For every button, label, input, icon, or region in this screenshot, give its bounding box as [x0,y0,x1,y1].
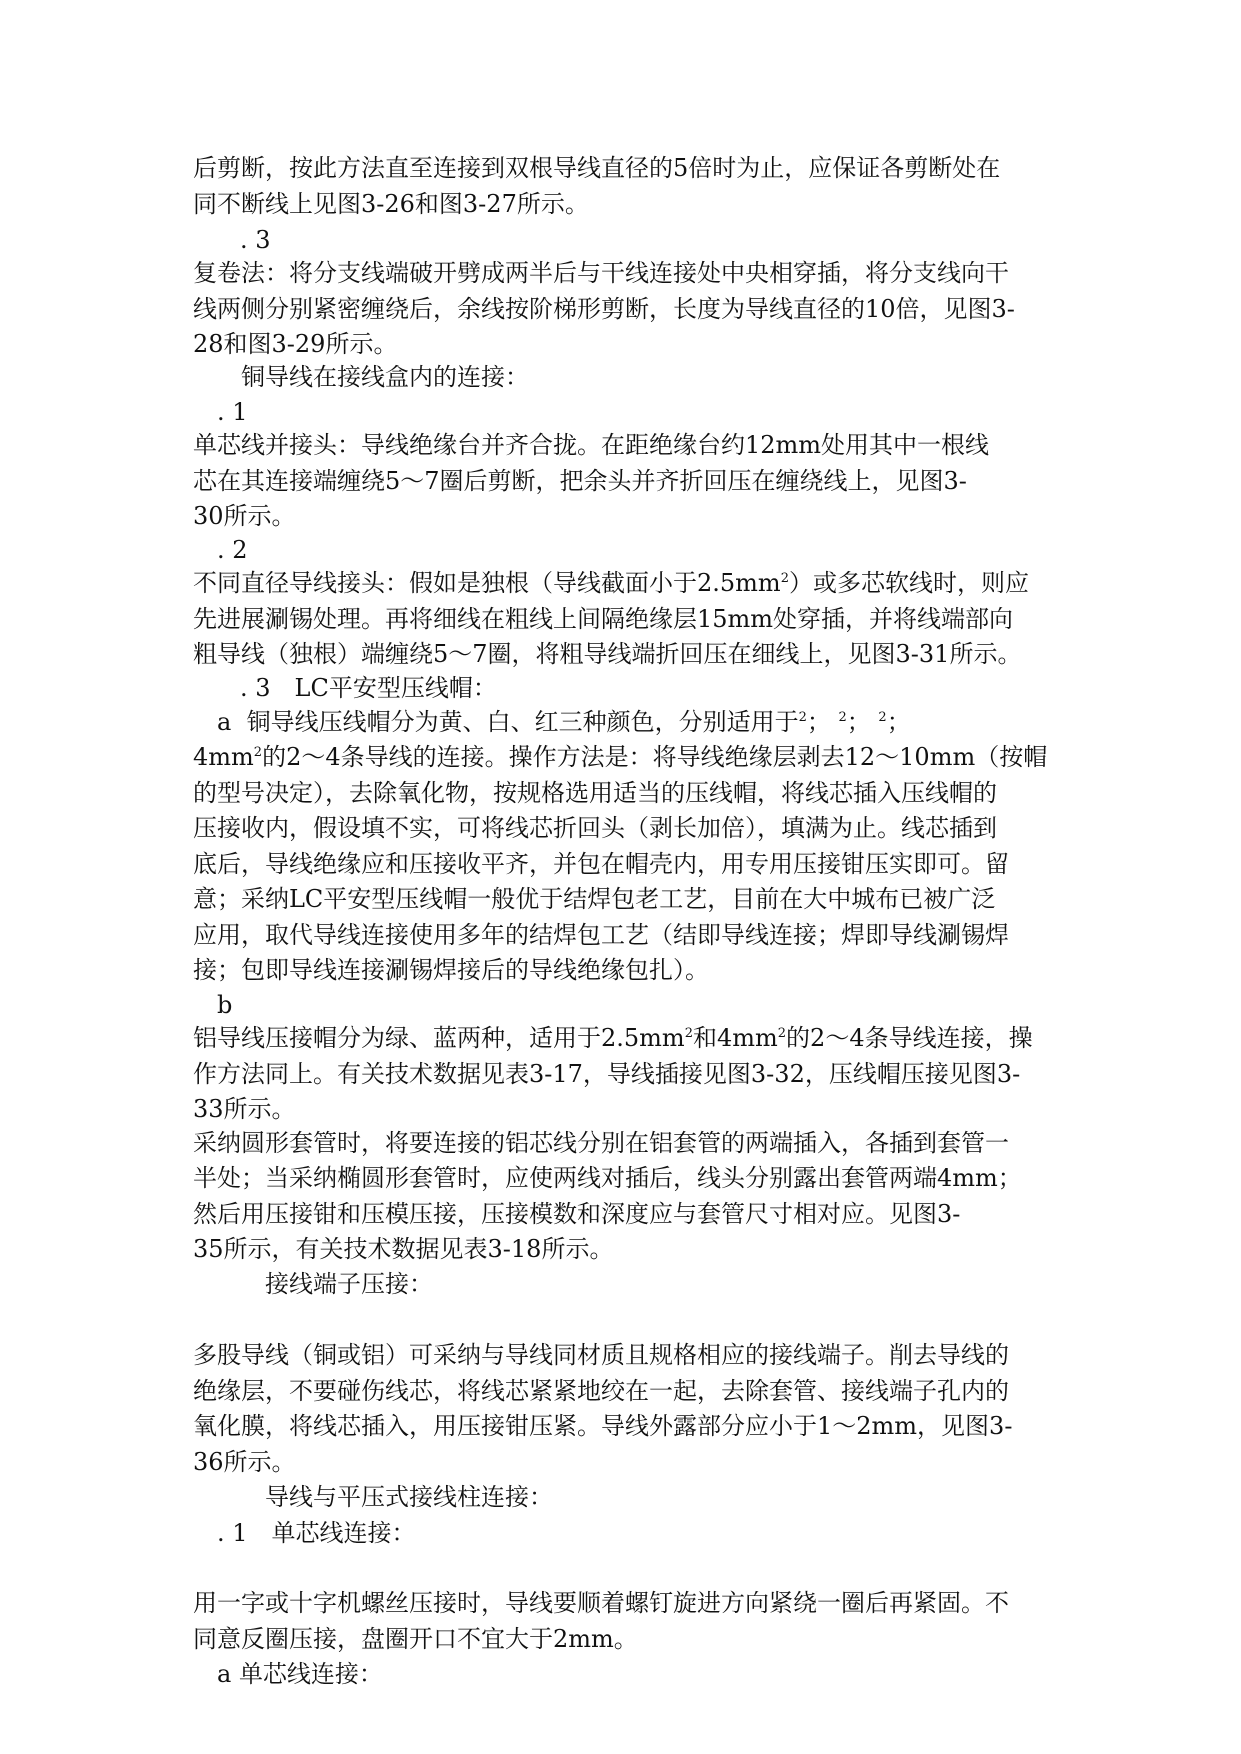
section-heading: 接线端子压接： [265,1270,433,1298]
section-number: . 3 [240,226,271,254]
text-line: 的型号决定），去除氧化物，按规格选用适当的压线帽，将线芯插入压线帽的 [193,779,997,807]
text-line: 应用，取代导线连接使用多年的结焊包工艺（结即导线连接；焊即导线涮锡焊 [193,921,1009,949]
text-line: 芯在其连接端缠绕5～7圈后剪断，把余头并齐折回压在缠绕线上，见图3- [193,467,967,495]
text-line: 35所示，有关技术数据见表3-18所示。 [193,1235,614,1263]
text-line: 线两侧分别紧密缠绕后，余线按阶梯形剪断，长度为导线直径的10倍，见图3- [193,295,1015,323]
text-line: 36所示。 [193,1448,296,1476]
text-line: 30所示。 [193,502,296,530]
text-line: 用一字或十字机螺丝压接时，导线要顺着螺钉旋进方向紧绕一圈后再紧固。不 [193,1589,1009,1617]
text-line: 作方法同上。有关技术数据见表3-17，导线插接见图3-32，压线帽压接见图3- [193,1060,1021,1088]
text-line: 同意反圈压接，盘圈开口不宜大于2mm。 [193,1625,638,1653]
text-line: 复卷法：将分支线端破开劈成两半后与干线连接处中央相穿插，将分支线向干 [193,259,1009,287]
text-line: 多股导线（铜或铝）可采纳与导线同材质且规格相应的接线端子。削去导线的 [193,1341,1009,1369]
text-line: 单芯线并接头：导线绝缘台并齐合拢。在距绝缘台约12mm处用其中一根线 [193,431,990,459]
list-item: a 单芯线连接： [217,1660,383,1688]
text-line: 28和图3-29所示。 [193,330,398,358]
text-line: 同不断线上见图3-26和图3-27所示。 [193,190,589,218]
text-line: 底后，导线绝缘应和压接收平齐，并包在帽壳内，用专用压接钳压实即可。留 [193,850,1009,878]
section-heading: . 1 单芯线连接： [217,1519,416,1547]
text-line: 然后用压接钳和压模压接，压接模数和深度应与套管尺寸相对应。见图3- [193,1200,961,1228]
text-line: 33所示。 [193,1095,296,1123]
text-line: 半处；当采纳椭圆形套管时，应使两线对插后，线头分别露出套管两端4mm； [193,1164,1022,1192]
section-number: . 2 [217,536,248,564]
list-item: a 铜导线压线帽分为黄、白、红三种颜色，分别适用于$^2$； $^2$； $^2$； [217,708,911,736]
text-line: 压接收内，假设填不实，可将线芯折回头（剥长加倍），填满为止。线芯插到 [193,814,997,842]
section-number: . 1 [217,398,248,426]
text-line: 意；采纳LC平安型压线帽一般优于结焊包老工艺，目前在大中城布已被广泛 [193,885,996,913]
text-line: 后剪断，按此方法直至连接到双根导线直径的5倍时为止，应保证各剪断处在 [193,154,1001,182]
text-line: 采纳圆形套管时，将要连接的铝芯线分别在铝套管的两端插入，各插到套管一 [193,1129,1009,1157]
text-line: 铝导线压接帽分为绿、蓝两种，适用于$2.5mm^2$和$4mm^2$的2～4条导线连接，操 [193,1024,1033,1052]
text-line: 粗导线（独根）端缠绕5～7圈，将粗导线端折回压在细线上，见图3-31所示。 [193,640,1022,668]
list-marker: b [217,991,233,1019]
section-heading: 铜导线在接线盒内的连接： [241,363,529,391]
text-line: 接；包即导线连接涮锡焊接后的导线绝缘包扎）。 [193,956,709,984]
text-line: 不同直径导线接头：假如是独根（导线截面小于$2.5mm^2$）或多芯软线时，则应 [193,569,1029,597]
section-heading: 导线与平压式接线柱连接： [265,1483,553,1511]
section-heading: . 3 LC平安型压线帽： [240,674,497,702]
text-line: 氧化膜，将线芯插入，用压接钳压紧。导线外露部分应小于1～2mm，见图3- [193,1412,1013,1440]
text-line: 绝缘层，不要碰伤线芯，将线芯紧紧地绞在一起，去除套管、接线端子孔内的 [193,1377,1009,1405]
text-line: 先进展涮锡处理。再将细线在粗线上间隔绝缘层15mm处穿插，并将线端部向 [193,605,1014,633]
text-line: $4mm^2$的2～4条导线的连接。操作方法是：将导线绝缘层剥去12～10mm（按帽 [193,743,1048,771]
